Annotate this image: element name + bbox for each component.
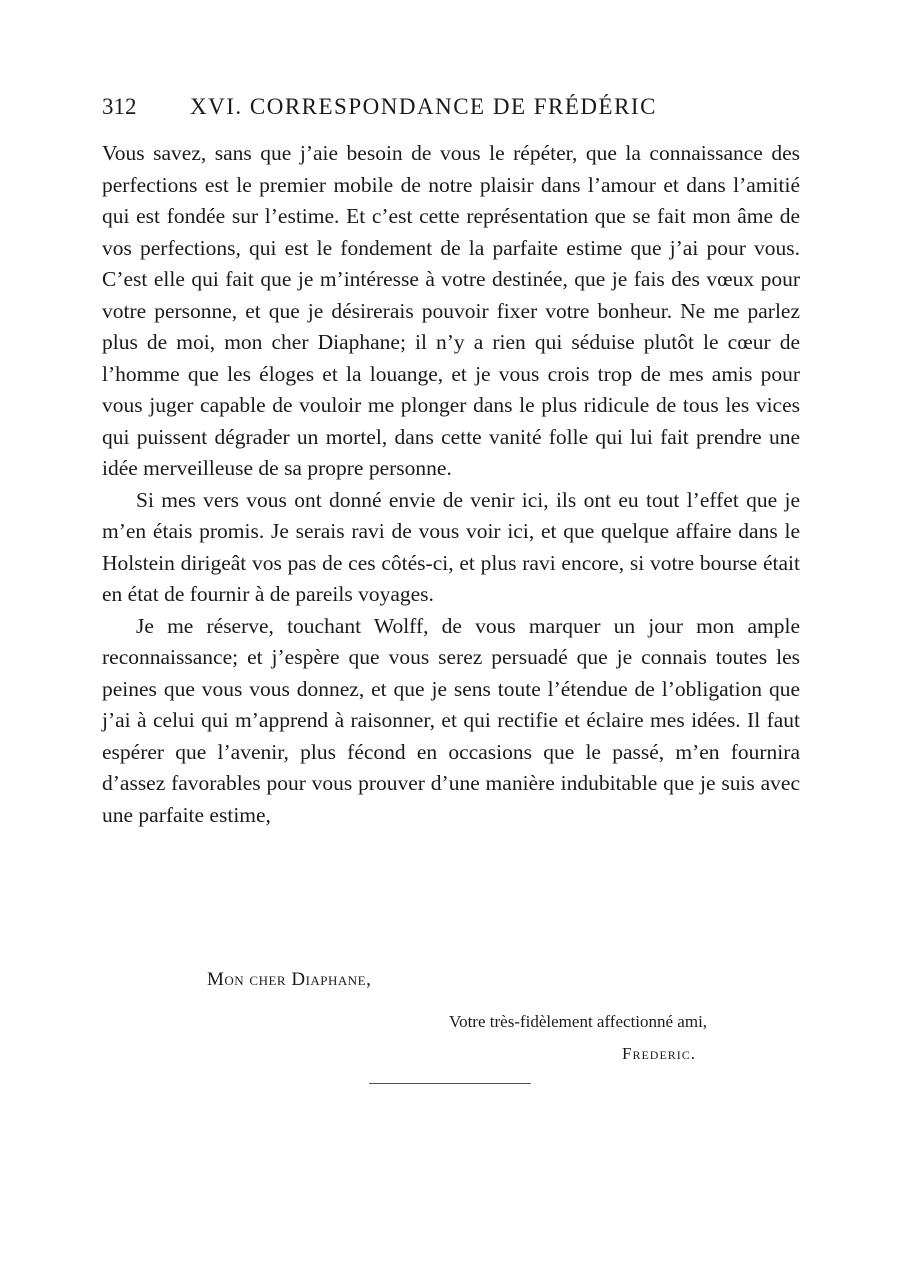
running-head-title: XVI. CORRESPONDANCE DE FRÉDÉRIC xyxy=(190,94,657,119)
closing-formula: Votre très-fidèlement affectionné ami, xyxy=(449,1012,708,1031)
page-number: 312 xyxy=(102,94,137,119)
running-head xyxy=(102,94,802,128)
paragraph-1: Vous savez, sans que j’aie besoin de vous le répéter, que la connaissance des perfections est le premier mobile de notre plaisir dans l’amour et dans l’amitié qui est fondée sur l’estime. Et c’est cette représentation que se fait mon âme de vos perfections, qui est le fondement de la parfaite estime que j’ai pour vous. C’est elle qui fait que je m’intéresse à votre destinée, que je fais des vœux pour votre personne, et que je désirerais pouvoir fixer votre bonheur. Ne me parlez plus de moi, mon cher Diaphane; il n’y a rien qui séduise plutôt le cœur de l’homme que les éloges et la louange, et je vous crois trop de mes amis pour vous juger capable de vouloir me plonger dans le plus ridicule de tous les vices qui puissent dégrader un mortel, dans cette vanité folle qui lui fait prendre une idée merveilleuse de sa propre personne. xyxy=(102,141,800,480)
paragraph-3: Je me réserve, touchant Wolff, de vous marquer un jour mon ample reconnaissance; et j’espère que vous serez persuadé que je connais toutes les peines que vous vous donnez, et que je sens toute l’étendue de l’obligation que j’ai à celui qui m’apprend à raisonner, et qui rectifie et éclaire mes idées. Il faut espérer que l’avenir, plus fécond en occasions que le passé, m’en fournira d’assez favorables pour vous prouver d’une manière indubitable que je suis avec une parfaite estime, xyxy=(102,613,800,827)
end-rule-divider xyxy=(369,1083,531,1084)
letter-body xyxy=(102,138,800,831)
signature: Frederic. xyxy=(622,1044,697,1063)
paragraph-2: Si mes vers vous ont donné envie de venir ici, ils ont eu tout l’effet que je m’en étais promis. Je serais ravi de vous voir ici, et que quelque affaire dans le Holstein dirigeât vos pas de ces côtés-ci, et plus ravi encore, si votre bourse était en état de fournir à de pareils voyages. xyxy=(102,487,800,606)
salutation: Mon cher Diaphane, xyxy=(207,969,372,990)
